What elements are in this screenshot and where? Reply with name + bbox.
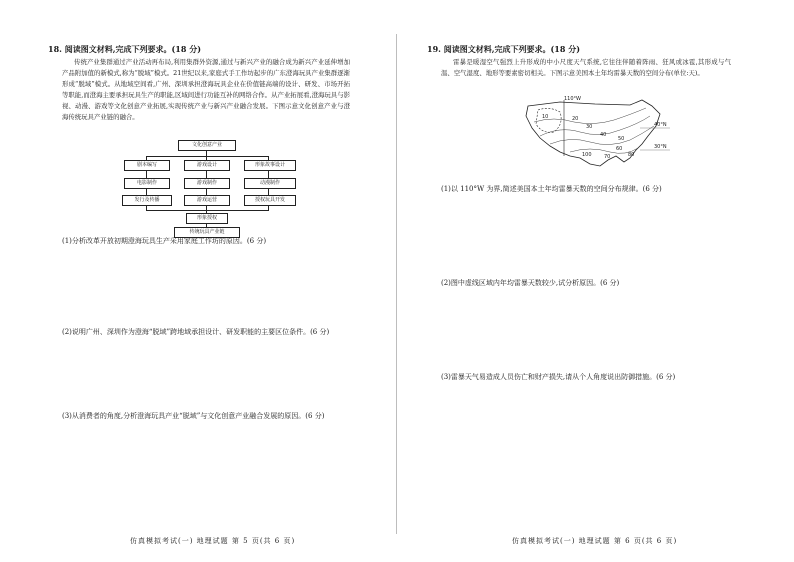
map-label: 70 bbox=[604, 154, 611, 160]
map-label: 80 bbox=[628, 152, 635, 158]
map-label: 100 bbox=[582, 152, 592, 158]
flow-row3-box: 游戏运营 bbox=[184, 195, 230, 206]
q19-material: 雷暴是暖湿空气强烈上升形成的中小尺度天气系统,它往往伴随着阵雨、狂风或冰雹,其形成与气温、空气湿度、地形等要素密切相关。下图示意美国本土年均雷暴天数的空间分布(单位:天)。 bbox=[441, 58, 731, 77]
flow-connector bbox=[206, 171, 207, 178]
flow-row3-box: 发行及传播 bbox=[122, 195, 172, 206]
page-6 bbox=[397, 0, 794, 562]
flow-row3-box: 授权玩具开发 bbox=[244, 195, 296, 206]
country-outline bbox=[526, 100, 660, 166]
q19-title: 19. 阅读图文材料,完成下列要求。(18 分) bbox=[427, 44, 580, 54]
q19-question-3: (3)雷暴天气易造成人员伤亡和财产损失,请从个人角度说出防御措施。(6 分) bbox=[441, 373, 676, 381]
q19-question-2: (2)图中虚线区域内年均雷暴天数较少,试分析原因。(6 分) bbox=[441, 279, 620, 287]
flow-row2-box: 游戏制作 bbox=[184, 178, 230, 189]
page-footer: 仿真模拟考试(一) 地理试题 第 5 页(共 6 页) bbox=[130, 537, 296, 545]
flow-row1-box: 游戏设计 bbox=[184, 160, 230, 171]
map-label: 40°N bbox=[654, 122, 667, 128]
flow-middle-box: 形象授权 bbox=[186, 213, 228, 224]
map-label: 10 bbox=[542, 114, 549, 120]
flow-row1-box: 剧本编写 bbox=[124, 160, 170, 171]
us-thunderstorm-map bbox=[520, 96, 670, 180]
map-label: 50 bbox=[618, 136, 625, 142]
map-label: 40 bbox=[600, 132, 607, 138]
flow-row1-box: 形象故事设计 bbox=[244, 160, 296, 171]
map-label: 60 bbox=[616, 146, 623, 152]
q18-question-3: (3)从消费者的角度,分析澄海玩具产业“脱域”与文化创意产业融合发展的原因。(6 分) bbox=[62, 412, 325, 420]
q18-title: 18. 阅读图文材料,完成下列要求。(18 分) bbox=[48, 44, 201, 54]
flow-row2-box: 动漫制作 bbox=[244, 178, 296, 189]
flow-connector bbox=[268, 171, 269, 178]
flow-row2-box: 电影制作 bbox=[124, 178, 170, 189]
flow-connector bbox=[146, 156, 268, 157]
map-label: 110°W bbox=[564, 96, 581, 102]
page-footer: 仿真模拟考试(一) 地理试题 第 6 页(共 6 页) bbox=[512, 537, 678, 545]
q18-question-2: (2)说明广州、深圳作为澄海“脱域”跨地域承担设计、研发职能的主要区位条件。(6 分) bbox=[62, 328, 330, 336]
flow-connector bbox=[146, 210, 269, 211]
flow-top-box: 文化创意产业 bbox=[178, 140, 236, 151]
q18-question-1: (1)分析改革开放初期澄海玩具生产采用家庭工作坊的原因。(6 分) bbox=[62, 237, 267, 245]
q19-question-1: (1)以 110°W 为界,简述美国本土年均雷暴天数的空间分布规律。(6 分) bbox=[441, 185, 662, 193]
flow-bottom-box: 传统玩具产业链 bbox=[174, 227, 240, 238]
q18-material: 传统产业集群通过产业活动再布局,利用集群外资源,通过与新兴产业的融合成为新兴产业延伸增加产品附加值的新模式,称为“脱域”模式。21世纪以来,家庭式手工作坊起步的广东澄海玩具产业集群逐渐形成“脱域”模式。从地域空间看,广州、深圳承担澄海玩具企业在价值链高端的设计、研发、市场开拓等职能,而澄海主要承担玩具生产的职能,区域间进行功能互补的网络合作。从产业拓展看,澄海玩具与影视、动漫、游戏等文化创意产业拓展,实现传统产业与新兴产业融合发展。下图示意文化创意产业与澄海传统玩具产业链的融合。 bbox=[62, 58, 350, 121]
flow-connector bbox=[146, 171, 147, 178]
q18-flow-chart bbox=[120, 138, 300, 238]
map-label: 30°N bbox=[654, 144, 667, 150]
isoline bbox=[534, 108, 646, 124]
map-label: 30 bbox=[586, 124, 593, 130]
map-label: 20 bbox=[572, 116, 579, 122]
